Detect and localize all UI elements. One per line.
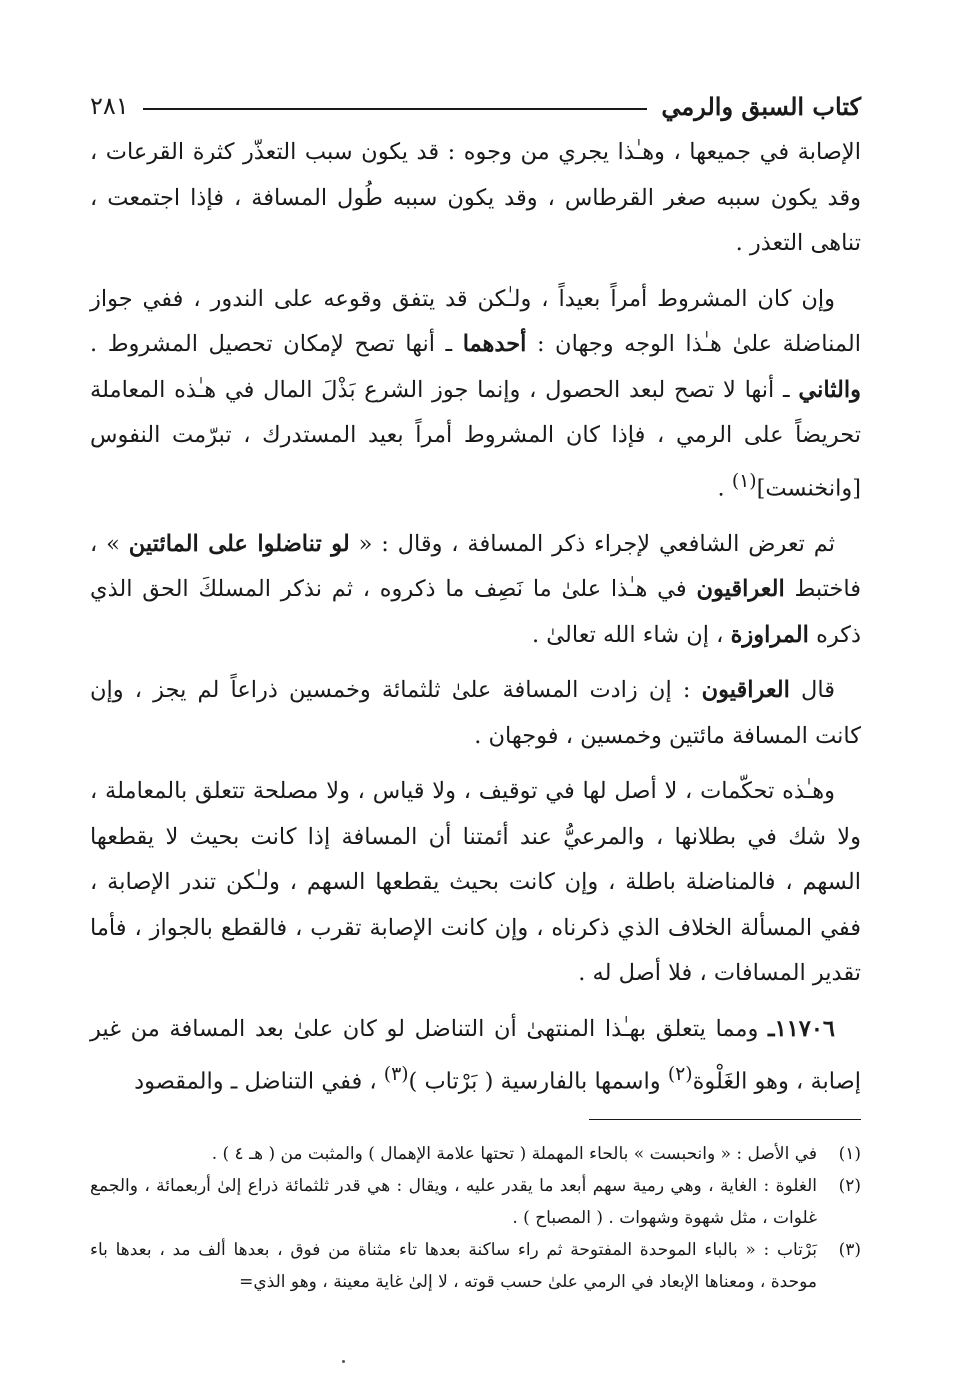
main-text (90, 130, 861, 1105)
footnote-number: (١) (838, 1144, 861, 1164)
text-run: واسمها بالفارسية ( بَرْتاب ) (408, 1068, 661, 1095)
footnote-1 (90, 1138, 861, 1170)
footnote-2 (90, 1170, 861, 1234)
bold-term-iraqiyyun: العراقيون (696, 576, 785, 602)
scan-speck (342, 1360, 345, 1363)
text-run: ، ففي التناضل ـ والمقصود (134, 1068, 377, 1095)
text-run: ـ أنها تصح لإمكان تحصيل المشروط . (90, 331, 453, 357)
bold-term-first: أحدهما (462, 331, 527, 357)
text-run: ومما يتعلق بهـٰذا المنتهىٰ أن التناضل لو كان علىٰ بعد المسافة من غير إصابة ، وهو الغَلْوة (90, 1015, 861, 1095)
text-run: ـ أنها لا تصح لبعد الحصول ، وإنما جوز الشرع بَذْلَ المال في هـٰذه المعاملة تحريضاً على الرمي ، فإذا كان المشروط أمراً بعيد المستدرك ، تبرّمت النفوس [وانخنست] (90, 376, 861, 501)
header-rule (143, 108, 648, 110)
footnote-divider (589, 1119, 861, 1120)
footnotes (90, 1138, 861, 1298)
bold-term-marawiza: المراوزة (730, 621, 809, 648)
paragraph-1: الإصابة في جميعها ، وهـٰذا يجري من وجوه : قد يكون سبب التعذّر كثرة القرعات ، وقد يكون سببه صغر القرطاس ، وقد يكون سببه طُول المسافة ، فإذا اجتمعت ، تناهى التعذر . (90, 139, 861, 256)
paragraph-6 (90, 1007, 861, 1106)
footnote-ref-3[interactable]: (٣) (383, 1064, 409, 1085)
bold-term-iraqiyyun: العراقيون (701, 677, 790, 703)
text-run: ، إن شاء الله تعالىٰ . (532, 621, 724, 648)
paragraph-4 (90, 668, 861, 759)
book-title: كتاب السبق والرمي (661, 91, 861, 121)
text-run: ثم تعرض الشافعي لإجراء ذكر المسافة ، وقال : « (358, 530, 836, 557)
footnote-3 (90, 1234, 861, 1298)
text-run: وإن كان المشروط أمراً بعيداً ، ولـٰكن قد يتفق وقوعه على الندور ، ففي جواز المناضلة علىٰ هـٰذا الوجه وجهان : (90, 285, 861, 357)
text-run: قال (801, 677, 835, 703)
page-number: ٢٨١ (90, 92, 129, 120)
footnote-text: في الأصل : « وانحبست » بالحاء المهملة ( تحتها علامة الإهمال ) والمثبت من ( هـ ٤ ) . (211, 1144, 817, 1164)
text-run: في هـٰذا علىٰ ما نَصِف ما ذكروه ، ثم نذكر المسلكَ الحق الذي ذكره (90, 576, 861, 648)
footnote-ref-1[interactable]: (١) (731, 470, 757, 492)
footnote-number: (٣) (838, 1240, 861, 1260)
footnote-number: (٢) (838, 1176, 861, 1196)
bold-term-second: والثاني (798, 376, 861, 403)
text-run: . (717, 475, 732, 501)
text-run: » ، فاختبط (90, 530, 861, 602)
section-number: ١١٧٠٦ـ (767, 1015, 835, 1042)
footnote-text: الغلوة : الغاية ، وهي رمية سهم أبعد ما يقدر عليه ، ويقال : هي قدر ثلثمائة ذراع إلىٰ أربعمائة ، والجمع غلوات ، مثل شهوة وشهوات . ( المصباح ) . (90, 1176, 817, 1228)
footnote-ref-2[interactable]: (٢) (667, 1064, 693, 1085)
running-header (90, 88, 861, 124)
paragraph-2 (90, 277, 861, 512)
text-run: : إن زادت المسافة علىٰ ثلثمائة وخمسين ذراعاً لم يجز ، وإن كانت المسافة مائتين وخمسين ، فوجهان . (90, 677, 861, 749)
bold-quote: لو تناضلوا على المائتين (128, 530, 350, 557)
paragraph-3 (90, 522, 861, 659)
footnote-text: بَرْتاب : « بالباء الموحدة المفتوحة ثم راء ساكنة بعدها تاء مثناة من فوق ، بعدها ألف مد ، بعدها باء موحدة ، ومعناها الإبعاد في الرمي علىٰ حسب قوته ، لا إلىٰ غاية معينة ، وهو الذي= (90, 1240, 817, 1292)
paragraph-5: وهـٰذه تحكّمات ، لا أصل لها في توقيف ، ولا قياس ، ولا مصلحة تتعلق بالمعاملة ، ولا شك في بطلانها ، والمرعيُّ عند أئمتنا أن المسافة إذا كانت بحيث لا يقطعها السهم ، فالمناضلة باطلة ، وإن كانت بحيث يقطعها السهم ، ولـٰكن تندر الإصابة ، ففي المسألة الخلاف الذي ذكرناه ، وإن كانت الإصابة تقرب ، فالقطع بالجواز ، فأما تقدير المسافات ، فلا أصل له . (90, 778, 861, 986)
